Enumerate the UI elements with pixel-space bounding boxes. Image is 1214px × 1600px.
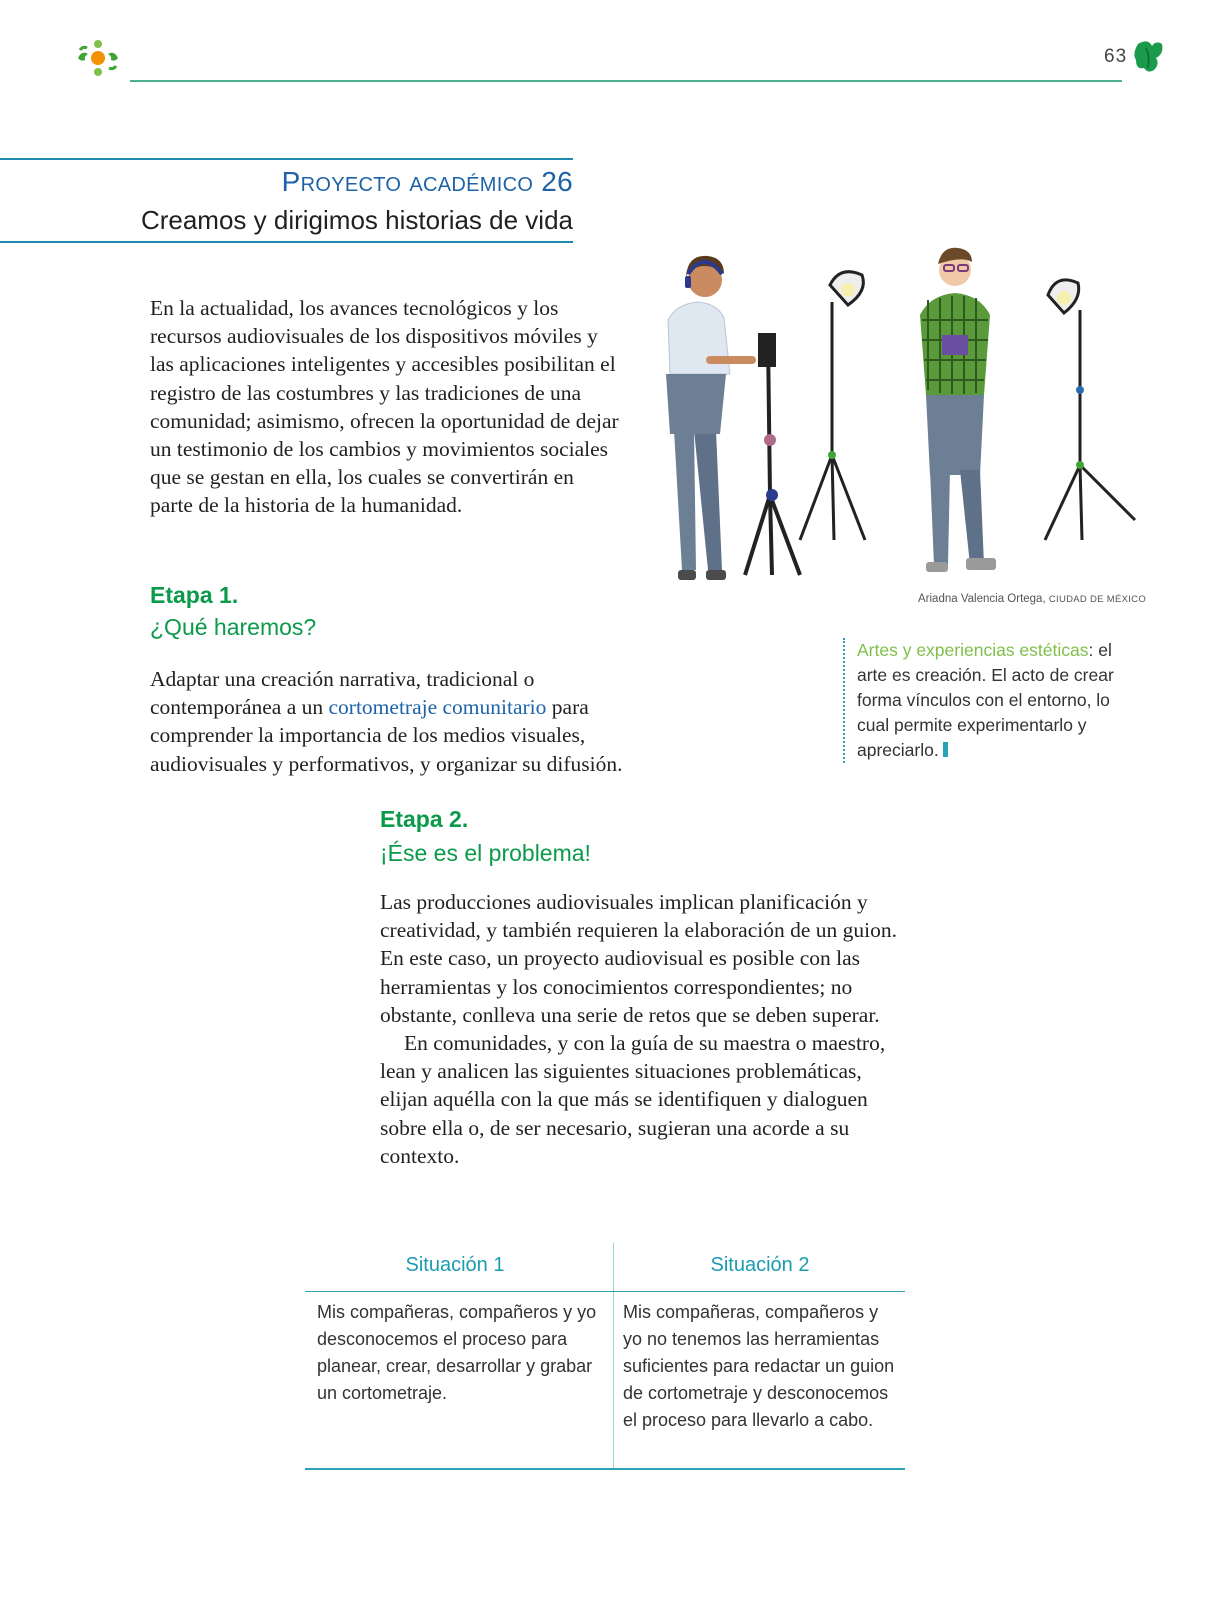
etapa2-paragraph-2: En comunidades, y con la guía de su maestra o maestro, lean y analicen las siguientes situaciones problemáticas, elijan aquélla con la que más se identifiquen y dialoguen sobre ella o, de ser necesario, sugieran una acorde a su contexto. — [380, 1031, 886, 1168]
etapa1-text-after: para comprender la importancia de los medios visuales, audiovisuales y performativos, y organizar su difusión. — [150, 695, 623, 776]
etapa1-text-before: Adaptar una creación narrativa, tradicional o contemporánea a un — [150, 667, 535, 720]
header-rule — [130, 80, 1122, 82]
project-title: Proyecto académico 26 — [281, 166, 573, 197]
title-rule-top — [0, 158, 573, 160]
etapa2-heading: Etapa 2. — [380, 806, 469, 832]
intro-paragraph: En la actualidad, los avances tecnológicos y los recursos audiovisuales de los dispositivos móviles y las aplicaciones inteligentes y accesibles posibilitan el registro de las costumbres y las tradiciones de una comunidad; asimismo, ofrecen la oportunidad de dejar un testimonio de los cambios y movimientos sociales que se gestan en ella, los cuales se convertirán en parte de la historia de la humanidad. — [150, 296, 619, 518]
situation-1-title: Situación 1 — [405, 1254, 505, 1276]
side-note-text: : el arte es creación. El acto de crear forma vínculos con el entorno, lo cual permite experimentarlo y apreciarlo. — [857, 640, 1114, 760]
etapa1-heading: Etapa 1. — [150, 582, 239, 608]
situation-2-title: Situación 2 — [710, 1254, 810, 1276]
etapa1-paragraph — [150, 665, 670, 778]
project-subtitle: Creamos y dirigimos historias de vida — [140, 205, 573, 235]
etapa1-question: ¿Qué haremos? — [150, 614, 317, 640]
etapa2-question: ¡Ése es el problema! — [380, 840, 591, 866]
etapa2-body — [380, 888, 900, 1170]
leaf-icon — [1134, 38, 1166, 74]
situation-1-text: Mis compañeras, compañeros y yo desconocemos el proceso para planear, crear, desarrollar y grabar un cortometraje. — [317, 1302, 597, 1403]
credit-place: CIUDAD DE MÉXICO — [1048, 594, 1147, 605]
side-note-highlight: Artes y experiencias estéticas — [857, 640, 1089, 660]
students-filming-illustration — [660, 240, 1160, 595]
book-logo-icon — [68, 30, 128, 90]
student-with-book — [920, 248, 996, 572]
student-with-headphones — [666, 256, 752, 580]
etapa2-paragraph-1: Las producciones audiovisuales implican planificación y creatividad, y también requieren la elaboración de un guion. En este caso, un proyecto audiovisual es posible con las herramientas y los conocimientos correspondientes; no obstante, conlleva una serie de retos que se deben superar. — [380, 890, 897, 1027]
situation-2-text: Mis compañeras, compañeros y yo no tenemos las herramientas suficientes para redactar un guion de cortometraje y desconocemos el proceso para llevarlo a cabo. — [623, 1302, 895, 1430]
illustration-credit — [918, 593, 1146, 605]
cortometraje-link[interactable]: cortometraje comunitario — [328, 695, 547, 720]
page-number: 63 — [1104, 46, 1128, 67]
credit-name: Ariadna Valencia Ortega, — [918, 593, 1049, 605]
studio-light-right — [1045, 280, 1135, 540]
situations-table — [305, 1243, 905, 1469]
side-note — [843, 638, 1123, 763]
studio-light-left — [800, 272, 865, 540]
table-bottom-rule — [305, 1468, 905, 1470]
camera-tripod — [745, 335, 800, 575]
title-rule-bottom — [0, 241, 573, 243]
table-header-rule — [305, 1291, 905, 1292]
end-mark-icon — [943, 742, 948, 757]
